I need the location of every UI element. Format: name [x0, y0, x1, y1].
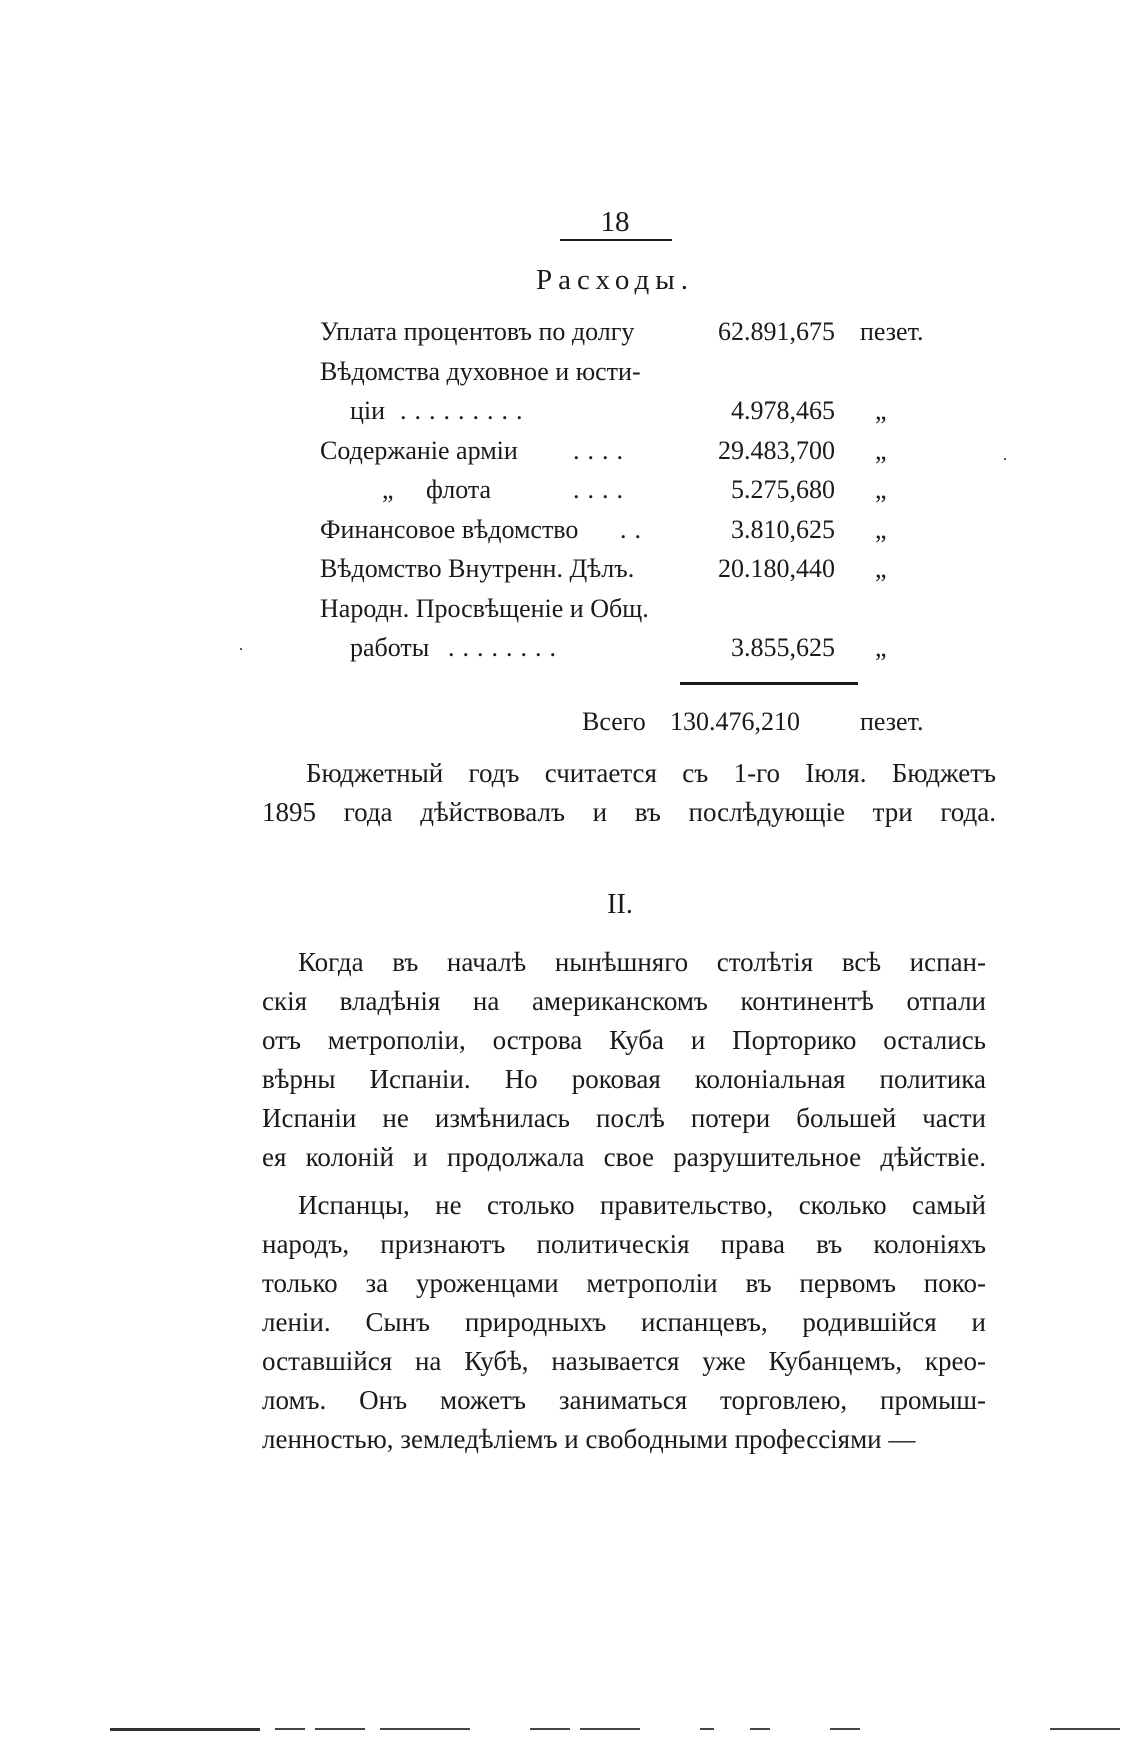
text-line: отъ метрополіи, острова Куба и Порторико остались	[262, 1025, 986, 1055]
text-line: ломъ. Онъ можетъ заниматься торговлею, промыш-	[262, 1385, 986, 1415]
expense-label: Вѣдомства духовное и юсти-	[320, 357, 641, 386]
budget-paragraph	[262, 754, 996, 832]
expense-amount: 29.483,700	[718, 436, 835, 465]
expense-amount: 3.855,625	[731, 633, 835, 662]
total-unit: пезет.	[860, 707, 924, 736]
text-line: оставшійся на Кубѣ, называется уже Кубанцемъ, крео-	[262, 1346, 986, 1376]
text-line: Когда въ началѣ нынѣшняго столѣтія всѣ испан-	[298, 947, 986, 977]
text-line: Бюджетный годъ считается съ 1-го Іюля. Бюджетъ	[306, 758, 996, 788]
expense-row	[0, 589, 1140, 629]
text-line: народъ, признаютъ политическія права въ колоніяхъ	[262, 1229, 986, 1259]
expense-unit: „	[875, 396, 887, 425]
scan-speck	[1004, 458, 1006, 460]
expense-unit: „	[875, 436, 887, 465]
paragraph	[262, 1186, 986, 1459]
text-line: только за уроженцами метрополіи въ первомъ поко-	[262, 1268, 986, 1298]
expense-amount: 20.180,440	[718, 554, 835, 583]
expense-row	[0, 391, 1140, 431]
expense-row	[0, 352, 1140, 392]
text-line: Испаніи не измѣнилась послѣ потери большей части	[262, 1103, 986, 1133]
expense-row	[0, 470, 1140, 510]
paragraph	[262, 943, 986, 1177]
total-amount: 130.476,210	[670, 707, 800, 736]
expense-label: Народн. Просвѣщеніе и Общ.	[320, 594, 649, 623]
text-line: Испанцы, не столько правительство, сколько самый	[298, 1190, 986, 1220]
expense-amount: 5.275,680	[731, 475, 835, 504]
expense-amount: 4.978,465	[731, 396, 835, 425]
expense-label: Вѣдомство Внутренн. Дѣлъ.	[320, 554, 635, 583]
text-line: 1895 года дѣйствовалъ и въ послѣдующіе три года.	[262, 797, 996, 827]
expense-row	[0, 312, 1140, 352]
scan-edge-artifact	[110, 1728, 1120, 1732]
total-rule	[680, 682, 858, 685]
expense-label: Содержаніе арміи	[320, 436, 518, 465]
expense-unit: „	[875, 633, 887, 662]
total-label: Всего	[582, 707, 646, 736]
expense-unit: „	[875, 515, 887, 544]
expense-row	[0, 431, 1140, 471]
section-numeral: II.	[607, 889, 633, 920]
expense-amount: 62.891,675	[718, 317, 835, 346]
leader-dots: ........	[448, 633, 564, 662]
expense-unit: „	[875, 475, 887, 504]
expense-row	[0, 549, 1140, 589]
expense-label: „ флота	[382, 475, 492, 504]
expense-row	[0, 628, 1140, 668]
page-number: 18	[600, 206, 630, 238]
text-line: ея колоній и продолжала свое разрушительное дѣйствіе.	[262, 1142, 986, 1172]
text-line: ленностью, земледѣліемъ и свободными профессіями —	[262, 1424, 916, 1454]
text-line: леніи. Сынъ природныхъ испанцевъ, родившійся и	[262, 1307, 986, 1337]
expense-label: Финансовое вѣдомство	[320, 515, 579, 544]
expense-label: Уплата процентовъ по долгу	[320, 317, 635, 346]
text-line: скія владѣнія на американскомъ континентѣ отпали	[262, 986, 986, 1016]
expense-unit: пезет.	[860, 317, 924, 346]
leader-dots: .........	[400, 396, 531, 425]
expense-unit: „	[875, 554, 887, 583]
text-line: вѣрны Испаніи. Но роковая колоніальная политика	[262, 1064, 986, 1094]
expense-label: работы	[350, 633, 430, 662]
expense-row	[0, 510, 1140, 550]
leader-dots: ..	[620, 515, 649, 544]
expense-label: ціи	[350, 396, 386, 425]
expense-amount: 3.810,625	[731, 515, 835, 544]
leader-dots: ....	[573, 475, 631, 504]
page-number-rule	[560, 239, 672, 241]
expenses-heading: Расходы.	[535, 264, 695, 296]
total-row	[0, 702, 1140, 742]
scan-speck	[240, 648, 242, 650]
leader-dots: ....	[573, 436, 631, 465]
